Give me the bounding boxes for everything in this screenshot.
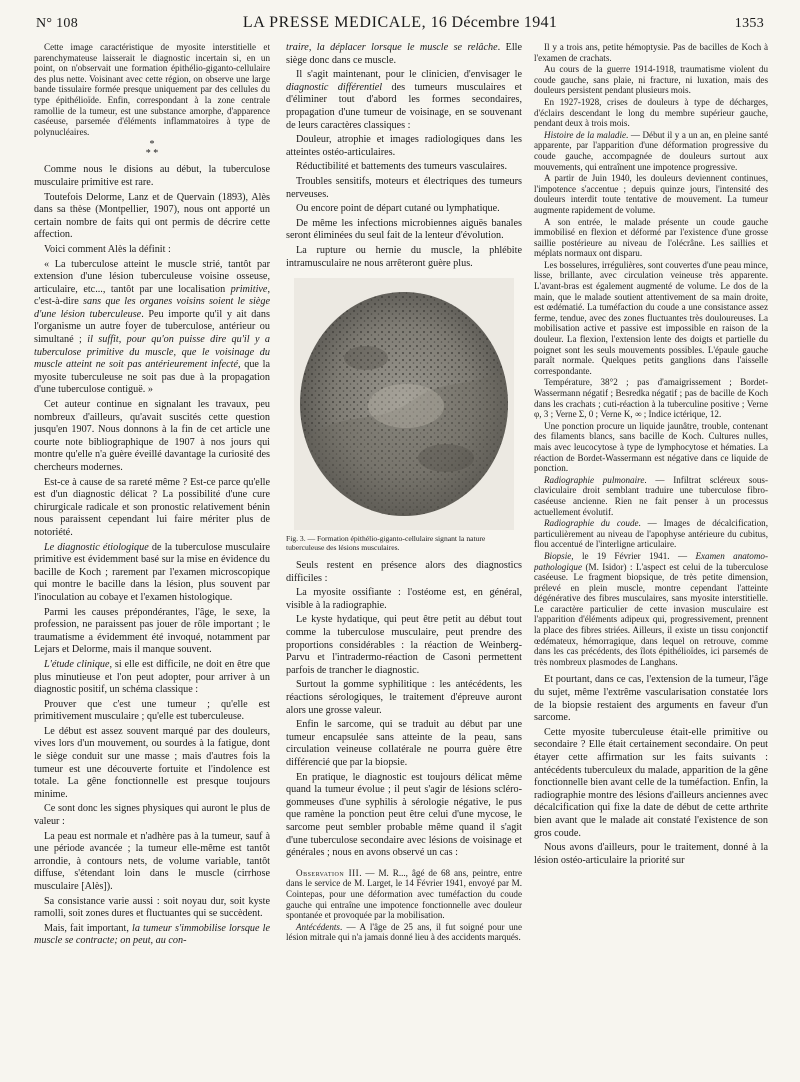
italic-text: traire, la déplacer lorsque le muscle se relâche bbox=[286, 42, 498, 53]
paragraph: A partir de Juin 1940, les douleurs deviennent continues, l'impotence s'accentue ; depuis quinze jours, l'intensité des douleurs interdit toute tentative de mouvement. La tumeur augmente rapidement de volume. bbox=[534, 173, 768, 215]
text: . — Images de décalcification, particulièrement au niveau de l'apophyse antérieure du cubitus, flou accentué de l'interligne articulaire. bbox=[534, 518, 768, 550]
column-left bbox=[34, 42, 270, 1072]
text: « La tuberculose atteint le muscle strié, tantôt par extension d'une lésion tuberculeuse voisine osseuse, articulaire, etc..., tantôt par une localisation bbox=[34, 258, 270, 295]
paragraph: Une ponction procure un liquide jaunâtre, trouble, contenant des filaments blancs, sans bacille de Koch. Cultures nulles, mais avec leucocytose à type de lymphocytose et hématies. La réaction de Bordet-Wassermann est négative dans ce liquide de ponction. bbox=[534, 420, 768, 474]
text: , si elle est difficile, ne doit en être que plus minutieuse et l'on peut adopter, pour arriver à un diagnostic positif, un schéma classique : bbox=[34, 658, 270, 696]
paragraph: Cette image caractéristique de myosite interstitielle et parenchymateuse laisserait le diagnostic incertain si, en un point, on n'observait une formation épithélio-giganto-cellulaire des plus nette. Voisinant avec cette région, on observe une large bande tissulaire formée presque uniquement par des cellules du type épithélioïde. Enfin, correspondant à la zone centrale ramollie de la tumeur, est une substance amorphe, d'apparence caséeuse, parsemée d'éléments inflammatoires à type de polynucléaires. bbox=[34, 42, 270, 137]
paragraph: Le début est assez souvent marqué par des douleurs, vives lors d'un mouvement, ou sourdes à la fatigue, dont le siège conduit sur une masse ; mais d'autres fois la tumeur est une découverte fortuite et l'indolence est totale. La gêne fonctionnelle est presque toujours minime. bbox=[34, 725, 270, 800]
italic-text: primitive bbox=[230, 283, 268, 295]
observation-paragraph bbox=[286, 868, 522, 921]
paragraph bbox=[534, 518, 768, 550]
quotation bbox=[34, 259, 270, 398]
paragraph: Comme nous le disions au début, la tuberculose musculaire primitive est rare. bbox=[34, 164, 270, 188]
text: . Elle siège donc dans ce muscle. bbox=[286, 42, 522, 66]
italic-text: diagnostic différentiel bbox=[286, 81, 383, 93]
issue-number: N° 108 bbox=[36, 16, 79, 31]
text: . — M. R..., âgé de 68 ans, peintre, entre dans le service de M. Larget, le 14 Février 1941, envoyé par M. Cointepas, pour une déformation avec tuméfaction du coude gauche qui entraîne une impotence fonctionnelle avec douleur spontanée et provoquée par la mobilisation. bbox=[286, 867, 522, 921]
page-number: 1353 bbox=[734, 16, 764, 31]
text: des tumeurs musculaires et d'éliminer tout d'abord les formes secondaires, propagation d'une tumeur de voisinage, en se souvenant de leurs caractères classiques : bbox=[286, 81, 522, 131]
paragraph bbox=[34, 923, 270, 948]
text: . — Infiltrat scléreux sous-claviculaire droit semblant traduire une tuberculose fibro-caséeuse ancienne. Rien ne fait penser à un processus actuellement évolutif. bbox=[534, 474, 768, 517]
paragraph: Prouver que c'est une tumeur ; qu'elle est primitivement musculaire ; qu'elle est tuberculeuse. bbox=[34, 698, 270, 723]
paragraph: Troubles sensitifs, moteurs et électriques des tumeurs nerveuses. bbox=[286, 175, 522, 200]
italic-text: sans que les organes voisins soient le siège d'une lésion tuberculeuse bbox=[34, 296, 270, 320]
paragraph: Parmi les causes prépondérantes, l'âge, le sexe, la profession, ne paraissent pas jouer de rôle important ; le traumatisme a évidemment été invoqué, notamment par Lejars et Delorme, mais il manque souvent. bbox=[34, 606, 270, 656]
separator-stars-bottom: * * bbox=[145, 148, 159, 160]
paragraph: De même les infections microbiennes aiguës banales seront éliminées du seul fait de la lenteur d'évolution. bbox=[286, 217, 522, 242]
paragraph: Douleur, atrophie et images radiologiques dans les atteintes ostéo-articulaires. bbox=[286, 134, 522, 158]
text: Il s'agit maintenant, pour le clinicien, d'envisager le bbox=[296, 69, 522, 81]
separator-star-top: * bbox=[149, 139, 155, 151]
paragraph: Sa consistance varie aussi : soit noyau dur, soit kyste ramolli, soit zones dures et fluctuantes qui se succèdent. bbox=[34, 895, 270, 920]
paragraph: La myosite ossifiante : l'ostéome est, en général, visible à la radiographie. bbox=[286, 587, 522, 611]
issue-date: 16 Décembre 1941 bbox=[430, 14, 558, 31]
paragraph: En pratique, le diagnostic est toujours délicat même quand la tumeur évolue ; il peut s'agir de lésions scléro-gommeuses d'une syphilis à sérologie négative, le pus que ramène la ponction peut être celui d'une mycose, le sarcome peut sembler probable même quand il s'agit d'une tuberculose secondaire avec lésions de voisinage et générales ; nous en avons observé un cas : bbox=[286, 771, 522, 859]
paragraph: La peau est normale et n'adhère pas à la tumeur, sauf à une période avancée ; la tumeur elle-même est tantôt arrondie, à contours nets, de volume variable, tantôt diffuse, s'étendant loin dans le muscle (cirrhose musculaire [Alès]). bbox=[34, 830, 270, 892]
text: . — Début il y a un an, en pleine santé apparente, par l'apparition d'une déformation progressive du coude gauche, accompagnée de douleurs surtout aux mouvements, qui entraînent une impotence progressive. bbox=[534, 129, 768, 172]
column-right bbox=[534, 42, 768, 1072]
text: . — A l'âge de 25 ans, il fut soigné pour une lésion mitrale qui n'a jamais donné lieu à des accidents marqués. bbox=[286, 921, 522, 943]
page-header bbox=[36, 14, 764, 38]
text: . Peu importe qu'il y ait dans l'organisme un autre foyer de tuberculose, antérieur ou simultané ; bbox=[34, 308, 270, 346]
text: (M. Isidor) : L'aspect est celui de la tuberculose caséeuse. Le fragment biopsique, de très petite dimension, prélevé en plein muscle, montre cependant l'atteinte dégénérative des fibres musculaires, sans myosite interstitielle. Le caractère particulier de cette invasion musculaire est l'apparition d'éléments adipeux qui, progressivement, prennent la place des fibres striées. Ailleurs, il existe un tissu conjonctif œdémateux, hémorragique, dans lequel on retrouve, comme dans les cas précédents, des îlots épithélioïdes, ici parsemés de très nombreux plasmodes de Langhans. bbox=[534, 561, 768, 667]
paragraph: Est-ce à cause de sa rareté même ? Est-ce parce qu'elle est d'un diagnostic délicat ? La possibilité d'une cure chirurgicale radicale et son pronostic relativement bénin nous paraissent cependant lui faire mériter plus de notoriété. bbox=[34, 476, 270, 538]
paragraph: Enfin le sarcome, qui se traduit au début par une tumeur encapsulée sans atteinte de la peau, sans circulation veineuse collatérale ne pourra guère être différencié que par la biopsie. bbox=[286, 719, 522, 768]
micrograph-image bbox=[294, 278, 514, 530]
paragraph: Il y a trois ans, petite hémoptysie. Pas de bacilles de Koch à l'examen de crachats. bbox=[534, 42, 768, 63]
paragraph bbox=[286, 42, 522, 67]
italic-text: Le diagnostic étiologique bbox=[44, 541, 149, 553]
paragraph: Au cours de la guerre 1914-1918, traumatisme violent du coude gauche, sans plaie, ni fracture, ni luxation, mais des douleurs persistent pendant plusieurs mois. bbox=[534, 64, 768, 96]
paragraph: Cette myosite tuberculeuse était-elle primitive ou secondaire ? Elle était certainement secondaire. On peut étayer cette affirmation sur les faits suivants : antécédents tuberculeux du malade, apparition de la gêne fonctionnelle bien avant celle de la tuméfaction. Enfin, la radiographie montre des lésions d'ailleurs anciennes avec décalcification qui fixe la date de début de cette arthrite bien avant que le malade ait constaté l'existence de son gros coude. bbox=[534, 726, 768, 839]
paragraph: Toutefois Delorme, Lanz et de Quervain (1893), Alès dans sa thèse (Montpellier, 1907), nous ont apporté un certain nombre de faits qui ont permis de décrire cette affection. bbox=[34, 191, 270, 241]
paragraph: Ou encore point de départ cutané ou lymphatique. bbox=[296, 203, 500, 215]
paragraph bbox=[534, 475, 768, 517]
paragraph: Seuls restent en présence alors des diagnostics difficiles : bbox=[286, 560, 522, 584]
paragraph: En 1927-1928, crises de douleurs à type de décharges, d'éclairs descendant le long du membre supérieur gauche, pendant deux à trois mois. bbox=[534, 96, 768, 129]
figure-caption: Fig. 3. — Formation épithélio-giganto-cellulaire signant la nature tuberculeuse des lésions musculaires. bbox=[286, 534, 486, 553]
paragraph: Et pourtant, dans ce cas, l'extension de la tumeur, l'âge du sujet, même l'extrême vascularisation constatée lors de la biopsie restaient des arguments en faveur d'un sarcome. bbox=[534, 674, 768, 724]
paragraph bbox=[34, 542, 270, 605]
small-caps-text: Observation III bbox=[296, 867, 360, 878]
journal-name: LA PRESSE MEDICALE, bbox=[242, 14, 427, 31]
italic-text: Examen anatomo-pathologique bbox=[534, 550, 768, 572]
text: , que la myosite tuberculeuse ne soit pas due à la propagation d'une tuberculose contiguë. » bbox=[34, 359, 270, 396]
italic-text: Antécédents bbox=[296, 921, 340, 932]
text: , le 19 Février 1941. — bbox=[571, 550, 696, 561]
paragraph: Voici comment Alès la définit : bbox=[44, 243, 171, 255]
paragraph: La rupture ou hernie du muscle, la phlébite intramusculaire ne nous arrêteront guère plus. bbox=[286, 244, 522, 269]
italic-text: Radiographie pulmonaire bbox=[544, 474, 645, 485]
italic-text: Histoire de la maladie bbox=[544, 129, 627, 140]
journal-title bbox=[36, 14, 764, 32]
paragraph: Surtout la gomme syphilitique : les antécédents, les réactions sérologiques, le traitement d'épreuve auront alors une grosse valeur. bbox=[286, 679, 522, 716]
italic-text: il suffit, pour qu'on puisse dire qu'il y a tuberculose primitive du muscle, que le voisinage du muscle atteint ne soit pas antérieurement infecté bbox=[34, 334, 270, 371]
figure-3 bbox=[286, 278, 522, 552]
paragraph bbox=[286, 69, 522, 132]
micrograph-icon bbox=[296, 288, 512, 520]
text: de la tuberculose musculaire primitive est évidemment basé sur la mise en évidence du bacille de Koch ; rarement par l'examen microscopique qui montre le bacille dans la lésion, plus souvent par l'inoculation au cobaye et l'examen histologique. bbox=[34, 541, 270, 603]
column-middle bbox=[286, 42, 522, 1072]
italic-text: Radiographie du coude bbox=[544, 518, 639, 529]
italic-text: la tumeur s'immobilise lorsque le muscle se contracte; on peut, au con- bbox=[34, 922, 270, 947]
paragraph: Le kyste hydatique, qui peut être petit au début tout comme la tuberculose musculaire, peut prendre des proportions considérables : la réaction de Weinberg-Parvu et l'intradermo-réaction de Casoni permettent parfois de trancher le diagnostic. bbox=[286, 614, 522, 676]
paragraph: Ce sont donc les signes physiques qui auront le plus de valeur : bbox=[34, 803, 270, 828]
italic-text: L'étude clinique bbox=[44, 658, 110, 670]
paragraph bbox=[534, 551, 768, 668]
text: , c'est-à-dire bbox=[34, 283, 270, 308]
section-separator bbox=[34, 140, 270, 158]
paragraph bbox=[534, 130, 768, 172]
italic-text: Biopsie bbox=[544, 550, 572, 561]
text: Mais, fait important, bbox=[44, 922, 132, 934]
paragraph: Cet auteur continue en signalant les travaux, peu nombreux d'ailleurs, qu'avait suscités cette question jusqu'en 1907. Nous donnons à la fin de cet article une courte note bibliographique de 1907 à nos jours qui montre qu'elle n'a guère éveillé davantage la curiosité des chercheurs modernes. bbox=[34, 399, 270, 473]
paragraph bbox=[286, 922, 522, 943]
paragraph bbox=[34, 659, 270, 697]
paragraph: Les bosselures, irrégulières, sont couvertes d'une peau mince, lisse, brillante, avec circulation veineuse très apparente. L'avant-bras est également augmenté de volume. Le dos de la main, que le malade soutient attentivement de sa main droite, est œdématié. La tuméfaction du coude a une consistance assez ferme, tendue, avec des zones fluctuantes très douloureuses. La mobilisation active et passive est impossible en raison de la douleur. La flexion, l'extension lente des doigts et partielle du poignet sont les seuls mouvements possibles. L'épaule gauche paraît normale. Quelques petits ganglions dans l'aisselle correspondante. bbox=[534, 259, 768, 376]
paragraph: Réductibilité et battements des tumeurs vasculaires. bbox=[296, 161, 508, 173]
paragraph: Nous avons d'ailleurs, pour le traitement, donné à la lésion ostéo-articulaire la priorité sur bbox=[534, 842, 768, 866]
paragraph: Température, 38°2 ; pas d'amaigrissement ; Bordet-Wassermann négatif ; Besredka négatif ; pas de bacille de Koch dans les crachats ; cuti-réaction à la tuberculine positive ; Verne φ, 3 ; Verne Σ, 0 ; Verne K, ∞ ; Indice ictérique, 12. bbox=[534, 377, 768, 420]
paragraph: A son entrée, le malade présente un coude gauche immobilisé en flexion et déformé par l'existence d'une grosse saillie postérieure au niveau de l'olécrâne. Les saillies et méplats normaux ont disparu. bbox=[534, 216, 768, 259]
